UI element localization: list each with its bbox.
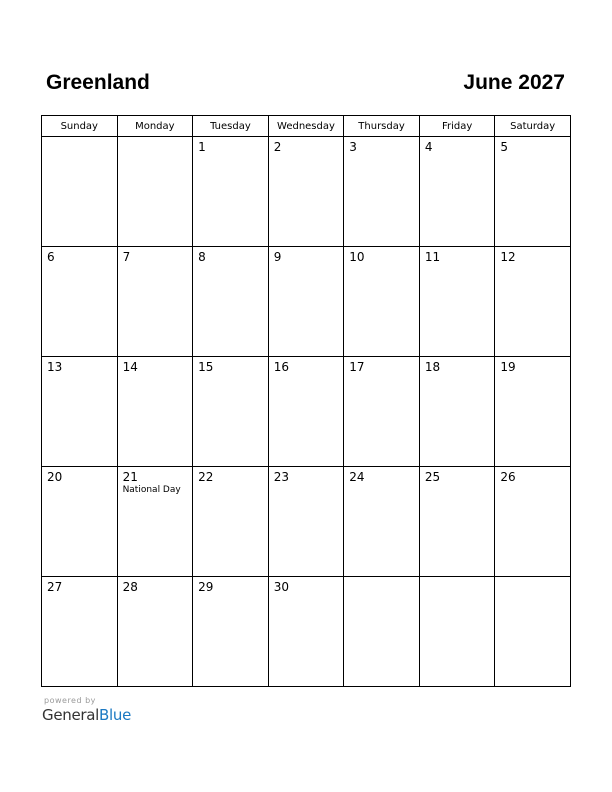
day-cell-holiday [117, 467, 193, 577]
day-number [118, 137, 193, 140]
day-number: 27 [47, 580, 63, 594]
day-number: 29 [198, 580, 214, 594]
logo-general-text: General [42, 706, 100, 724]
day-number [344, 577, 419, 580]
day-number: 26 [500, 470, 516, 484]
day-number: 7 [122, 250, 131, 264]
weekday-header: Thursday [344, 116, 420, 137]
powered-by-text: powered by [44, 696, 96, 705]
day-number: 6 [47, 250, 55, 264]
day-cell [344, 577, 420, 687]
day-number: 22 [198, 470, 214, 484]
day-cell [117, 577, 193, 687]
calendar-month-title: June 2027 [463, 71, 565, 94]
day-cell [495, 577, 571, 687]
day-number: 8 [198, 250, 206, 264]
weekday-header: Saturday [495, 116, 571, 137]
day-number: 20 [47, 470, 63, 484]
day-cell [419, 467, 495, 577]
day-cell [42, 137, 118, 247]
day-cell [495, 357, 571, 467]
day-cell [419, 357, 495, 467]
day-number: 10 [349, 250, 365, 264]
calendar-grid [41, 115, 571, 687]
day-number: 28 [122, 580, 138, 594]
day-number: 13 [47, 360, 63, 374]
day-cell [193, 357, 269, 467]
day-cell [193, 137, 269, 247]
day-cell [419, 137, 495, 247]
weekday-header: Sunday [42, 116, 118, 137]
week-row [42, 467, 571, 577]
day-cell [117, 357, 193, 467]
day-cell [117, 247, 193, 357]
day-cell [42, 247, 118, 357]
day-number: 23 [273, 470, 289, 484]
day-number: 2 [273, 140, 282, 154]
day-cell [42, 357, 118, 467]
day-cell [268, 247, 344, 357]
day-cell [268, 577, 344, 687]
day-number: 14 [122, 360, 138, 374]
day-cell [268, 137, 344, 247]
day-cell [344, 137, 420, 247]
day-cell [42, 577, 118, 687]
day-number: 9 [273, 250, 282, 264]
day-cell [268, 467, 344, 577]
day-cell [344, 247, 420, 357]
weekday-header: Monday [117, 116, 193, 137]
day-number: 17 [349, 360, 365, 374]
day-cell [42, 467, 118, 577]
day-cell [495, 137, 571, 247]
week-row [42, 247, 571, 357]
week-row [42, 577, 571, 687]
day-number: 5 [500, 140, 509, 154]
day-number: 12 [500, 250, 516, 264]
day-number: 18 [424, 360, 441, 374]
day-number [495, 577, 570, 580]
week-row [42, 357, 571, 467]
day-number: 30 [273, 580, 289, 594]
weekday-header-row [42, 116, 571, 137]
weekday-header: Wednesday [268, 116, 344, 137]
day-number: 19 [500, 360, 516, 374]
weekday-header: Tuesday [193, 116, 269, 137]
calendar-region-title: Greenland [46, 71, 150, 94]
logo-blue-text: Blue [99, 706, 132, 724]
footer-branding [42, 696, 131, 724]
day-cell [495, 247, 571, 357]
generalblue-logo[interactable] [42, 706, 131, 724]
day-cell [268, 357, 344, 467]
weekday-header: Friday [419, 116, 495, 137]
day-cell [344, 467, 420, 577]
holiday-label: National Day [122, 485, 181, 495]
day-number: 11 [424, 250, 441, 264]
week-row [42, 137, 571, 247]
day-number [42, 137, 117, 140]
day-number [420, 577, 495, 580]
day-number: 21 [122, 470, 138, 484]
day-number: 3 [349, 140, 357, 154]
day-cell [344, 357, 420, 467]
day-number: 25 [424, 470, 441, 484]
day-number: 1 [198, 140, 206, 154]
day-cell [117, 137, 193, 247]
day-number: 4 [424, 140, 433, 154]
day-cell [419, 247, 495, 357]
day-cell [419, 577, 495, 687]
day-cell [495, 467, 571, 577]
day-number: 15 [198, 360, 214, 374]
day-cell [193, 467, 269, 577]
day-cell [193, 247, 269, 357]
day-number: 16 [273, 360, 289, 374]
day-cell [193, 577, 269, 687]
day-number: 24 [349, 470, 365, 484]
